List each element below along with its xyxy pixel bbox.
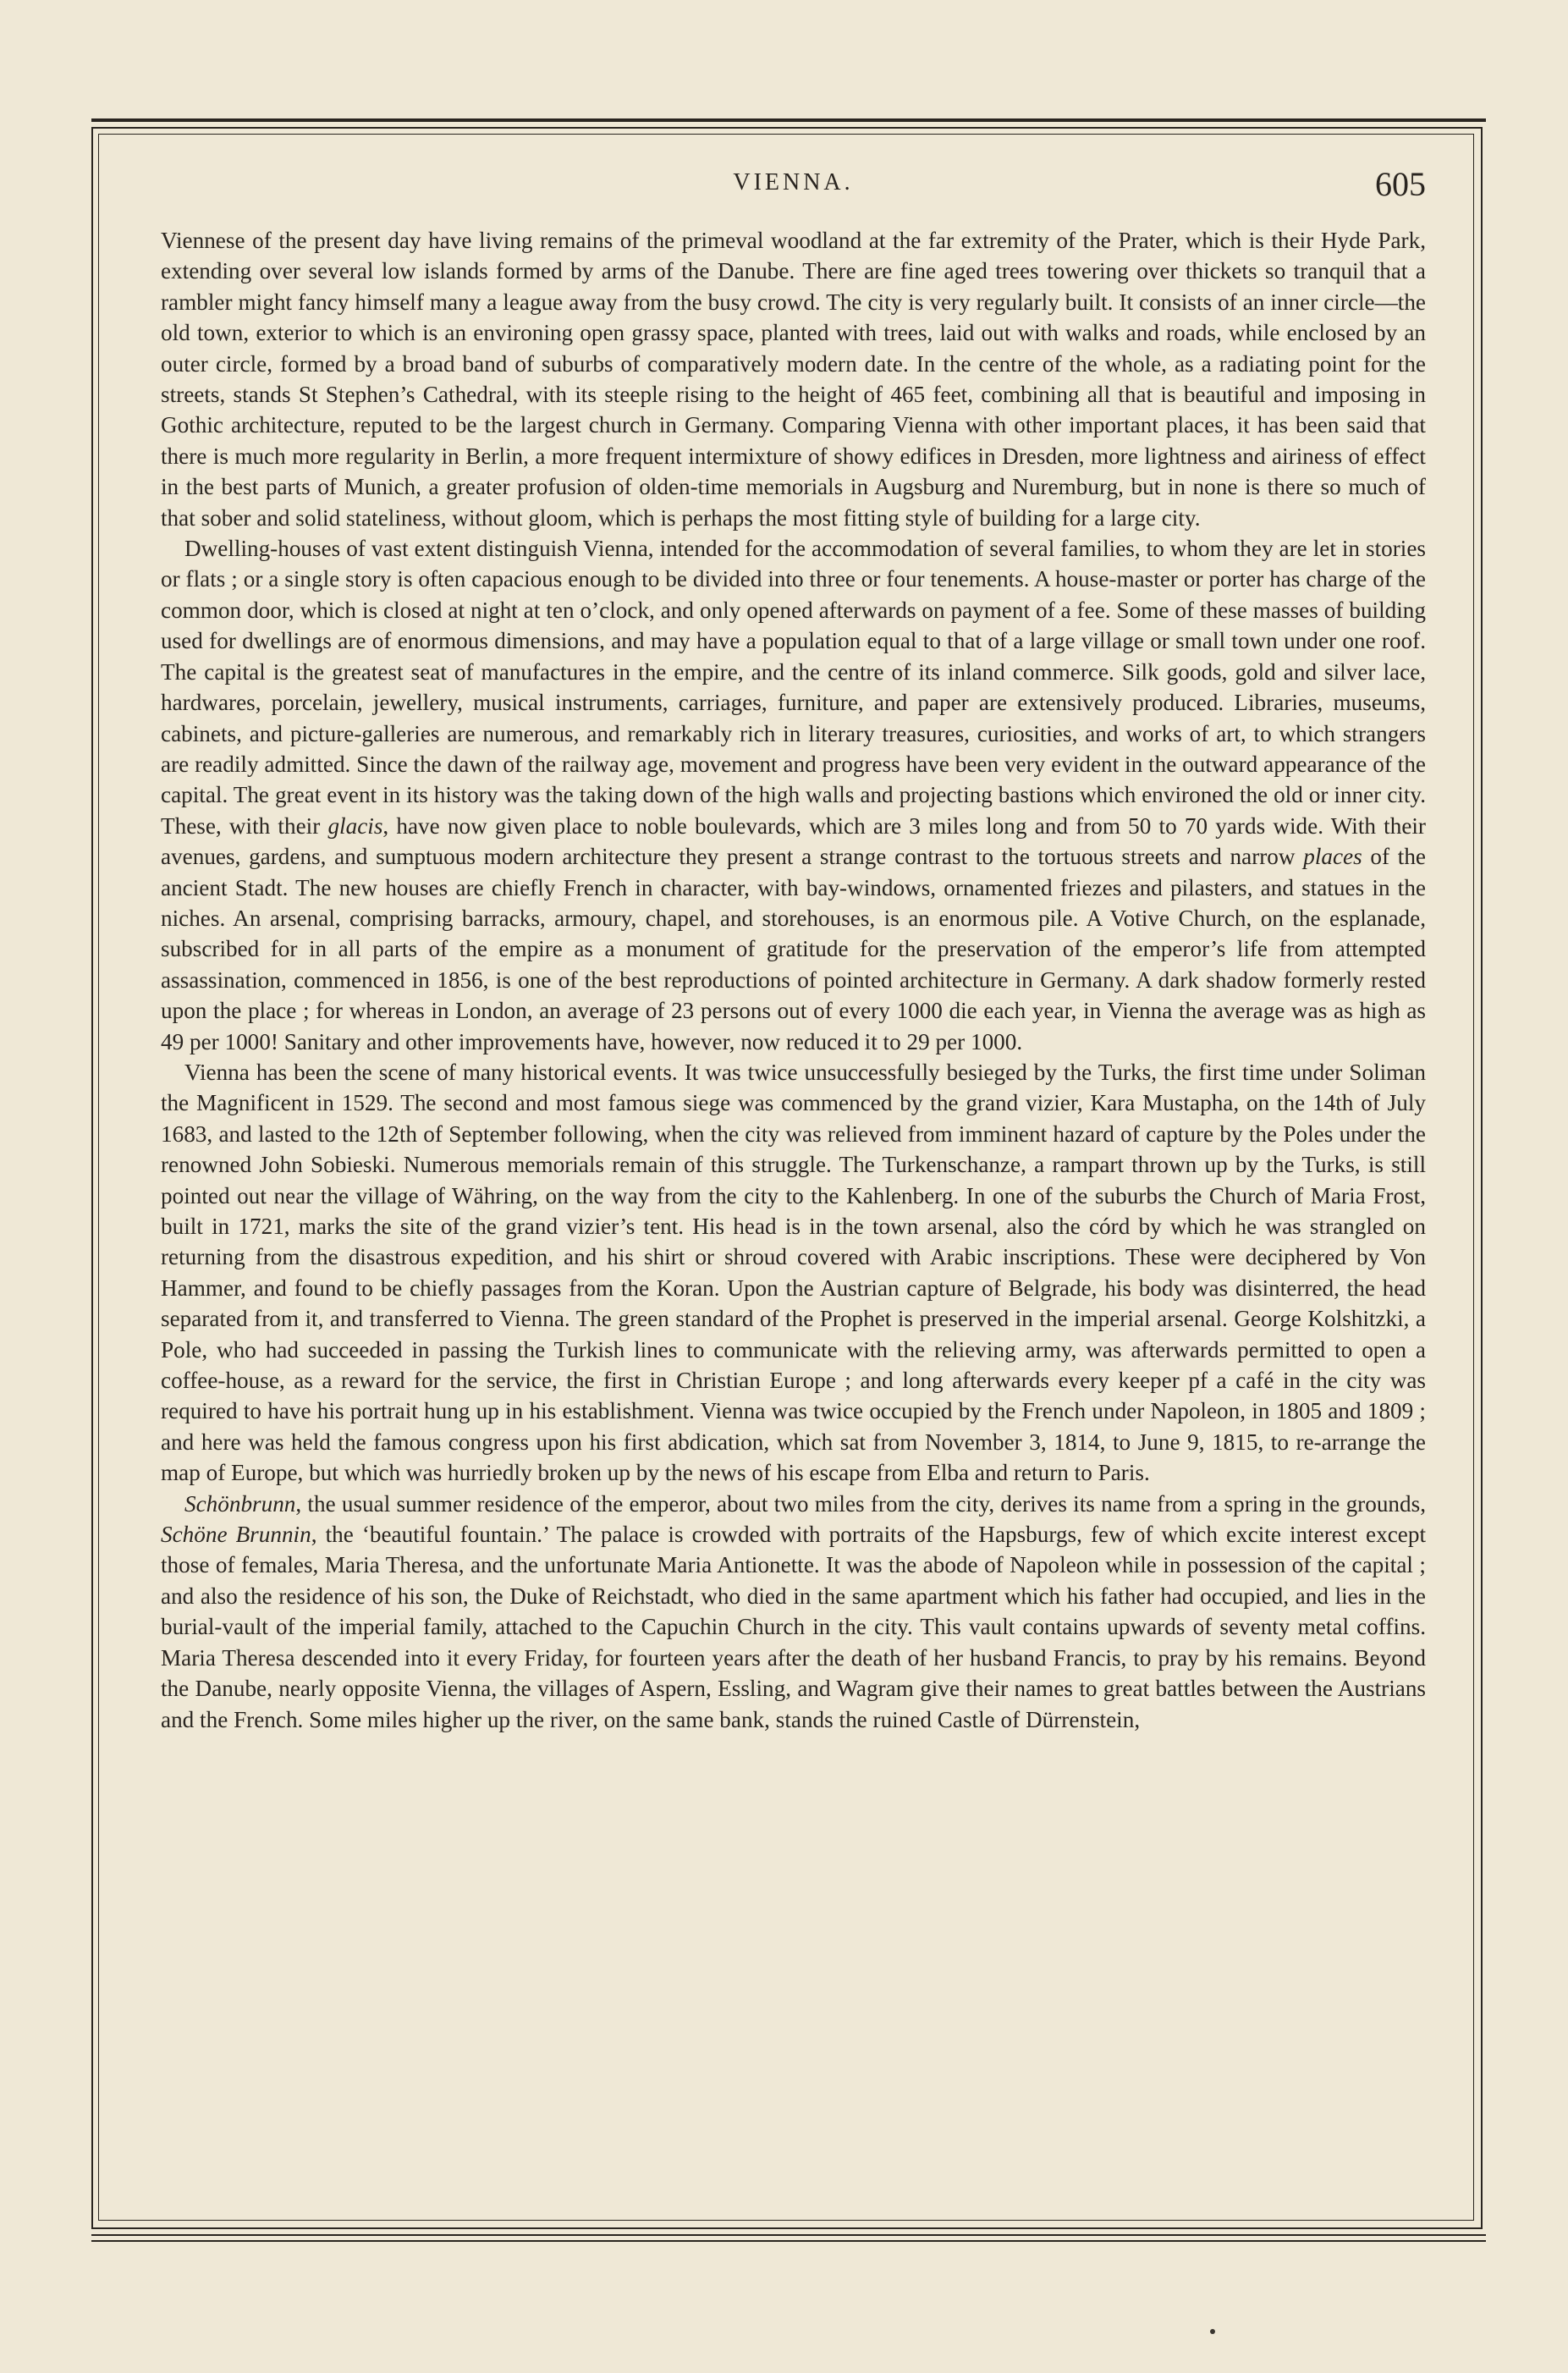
paragraph-text: of the ancient Stadt. The new houses are chiefly French in character, with bay-windows, ornamented friezes and pilasters, and statues in the niches. An arsenal, comprising barracks, armoury, chapel, and storehouses, is an enormous pile. A Votive Church, on the esplanade, subscribed for in all parts of the empire as a monument of gratitude for the preservation of the emperor’s life from attempted assassination, commenced in 1856, is one of the best reproductions of pointed architecture in Germany. A dark shadow formerly rested upon the place ; for whereas in London, an average of 23 persons out of every 1000 die each year, in Vienna the average was as high as 49 per 1000! Sanitary and other improvements have, however, now reduced it to 29 per 1000.	[161, 844, 1426, 1054]
page-number: 605	[1375, 165, 1426, 203]
top-rule	[91, 118, 1486, 122]
ink-speck	[1210, 2329, 1215, 2334]
running-title: VIENNA.	[733, 169, 854, 195]
paragraph-schonbrunn	[161, 1489, 1426, 1735]
article-body	[161, 225, 1426, 2197]
italic-term-schonbrunn: Schönbrunn	[184, 1490, 296, 1517]
paragraph-history	[161, 1057, 1426, 1489]
paragraph-text: , the usual summer residence of the emperor, about two miles from the city, derives its name from a spring in the grounds,	[295, 1490, 1426, 1517]
italic-term-glacis: glacis	[327, 812, 383, 839]
italic-term-places: places	[1303, 844, 1362, 870]
paragraph-prater	[161, 225, 1426, 533]
paragraph-text: Dwelling-houses of vast extent distinguish Vienna, intended for the accommodation of several families, to whom they are let in stories or flats ; or a single story is often capacious enough to be divided into three or four tenements. A house-master or porter has charge of the common door, which is closed at night at ten o’clock, and only opened afterwards on payment of a fee. Some of these masses of building used for dwellings are of enormous dimensions, and may have a population equal to that of a large village or small town under one roof. The capital is the greatest seat of manufactures in the empire, and the centre of its inland commerce. Silk goods, gold and silver lace, hardwares, porcelain, jewellery, musical instruments, carriages, furniture, and paper are extensively produced. Libraries, museums, cabinets, and picture-galleries are numerous, and remarkably rich in literary treasures, curiosities, and works of art, to which strangers are readily admitted. Since the dawn of the railway age, movement and progress have been very evident in the outward appearance of the capital. The great event in its history was the taking down of the high walls and projecting bastions which environed the old or inner city. These, with their	[161, 536, 1426, 839]
paragraph-text: Viennese of the present day have living remains of the primeval woodland at the far extremity of the Prater, which is their Hyde Park, extending over several low islands formed by arms of the Danube. There are fine aged trees towering over thickets so tranquil that a rambler might fancy himself many a league away from the busy crowd. The city is very regularly built. It consists of an inner circle—the old town, exterior to which is an environing open grassy space, planted with trees, laid out with walks and roads, while enclosed by an outer circle, formed by a broad band of suburbs of comparatively modern date. In the centre of the whole, as a radiating point for the streets, stands St Stephen’s Cathedral, with its steeple rising to the height of 465 feet, combining all that is beautiful and imposing in Gothic architecture, reputed to be the largest church in Germany. Comparing Vienna with other important places, it has been said that there is much more regularity in Berlin, a more frequent intermixture of showy edifices in Dresden, more lightness and airiness of effect in the best parts of Munich, a greater profusion of olden-time memorials in Augsburg and Nuremburg, but in none is there so much of that sober and solid stateliness, without gloom, which is perhaps the most fitting style of building for a large city.	[161, 228, 1426, 531]
paragraph-text: , the ‘beautiful fountain.’ The palace is crowded with portraits of the Hapsburgs, few of which excite interest except those of females, Maria Theresa, and the unfortunate Maria Antionette. It was the abode of Napoleon while in possession of the capital ; and also the residence of his son, the Duke of Reichstadt, who died in the same apartment which his father had occupied, and lies in the burial-vault of the imperial family, attached to the Capuchin Church in the city. This vault contains upwards of seventy metal coffins. Maria Theresa descended into it every Friday, for fourteen years after the death of her husband Francis, to pray by his remains. Beyond the Danube, nearly opposite Vienna, the villages of Aspern, Essling, and Wagram give their names to great battles between the Austrians and the French. Some miles higher up the river, on the same bank, stands the ruined Castle of Dürrenstein,	[161, 1522, 1426, 1732]
paragraph-text: , have now given place to noble boulevards, which are 3 miles long and from 50 to 70 yards wide. With their avenues, gardens, and sumptuous modern architecture they present a strange contrast to the tortuous streets and narrow	[161, 812, 1426, 870]
paragraph-dwelling-houses	[161, 533, 1426, 1057]
paragraph-text: Vienna has been the scene of many historical events. It was twice unsuccessfully besieged by the Turks, the first time under Soliman the Magnificent in 1529. The second and most famous siege was commenced by the grand vizier, Kara Mustapha, on the 14th of July 1683, and lasted to the 12th of September following, when the city was relieved from imminent hazard of capture by the Poles under the renowned John Sobieski. Numerous memorials remain of this struggle. The Turkenschanze, a rampart thrown up by the Turks, is still pointed out near the village of Währing, on the way from the city to the Kahlenberg. In one of the suburbs the Church of Maria Frost, built in 1721, marks the site of the grand vizier’s tent. His head is in the town arsenal, also the córd by which he was strangled on returning from the disastrous expedition, and his shirt or shroud covered with Arabic inscriptions. These were deciphered by Von Hammer, and found to be chiefly passages from the Koran. Upon the Austrian capture of Belgrade, his body was disinterred, the head separated from it, and transferred to Vienna. The green standard of the Prophet is preserved in the imperial arsenal. George Kolshitzki, a Pole, who had succeeded in passing the Turkish lines to communicate with the relieving army, was afterwards permitted to open a coffee-house, as a reward for the service, the first in Christian Europe ; and long afterwards every keeper pf a café in the city was required to have his portrait hung up in his establishment. Vienna was twice occupied by the French under Napoleon, in 1805 and 1809 ; and here was held the famous congress upon his first abdication, which sat from November 3, 1814, to June 9, 1815, to re-arrange the map of Europe, but which was hurriedly broken up by the news of his escape from Elba and return to Paris.	[161, 1059, 1426, 1486]
running-header	[161, 165, 1426, 212]
bottom-double-rule	[91, 2234, 1486, 2242]
italic-term-schone-brunnin: Schöne Brunnin	[161, 1522, 311, 1548]
